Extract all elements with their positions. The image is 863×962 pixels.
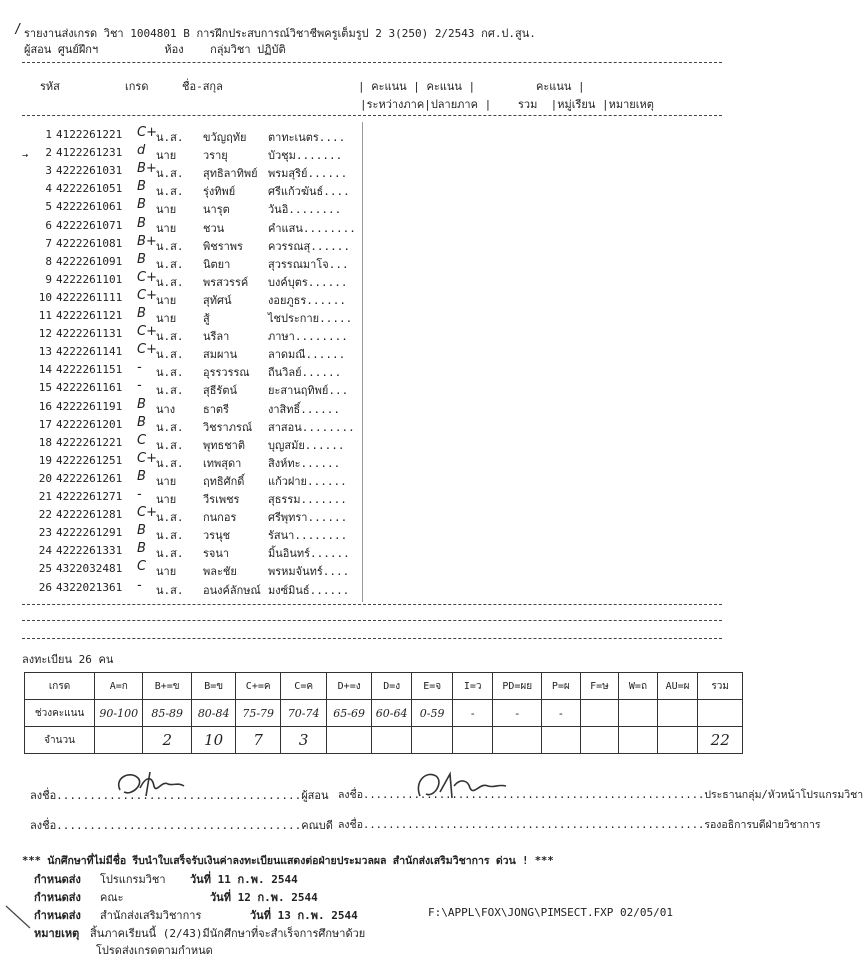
student-grade: C+ [137,125,157,140]
student-first-name: สุทธิลาทิพย์ [203,167,258,181]
student-first-name: พุทธชาติ [203,438,246,452]
student-prefix: น.ส. [156,275,184,289]
grade-count-cell [542,727,581,754]
student-first-name: พิชราพร [203,239,243,253]
student-prefix: น.ส. [156,511,184,525]
deadline-3-date: วันที่ 13 ก.พ. 2544 [250,909,358,922]
grade-header-cell: PD=ผย [493,673,542,700]
student-last-name: ภาษา........ [268,330,348,344]
student-grade: C+ [137,324,157,340]
grade-header-cell: เกรด [25,673,95,700]
student-last-name: ตาทะเนตร.... [268,131,346,144]
grade-range-cell: 75-79 [236,700,281,727]
student-last-name: พรมสุริย์...... [268,167,348,181]
student-id: 4222261121 [56,309,123,322]
student-first-name: รุ่งทิพย์ [203,185,236,199]
student-id: 4222261151 [56,363,123,377]
student-prefix: น.ส. [156,366,184,380]
student-last-name: สุธรรม....... [268,493,347,506]
student-number: 11 [38,309,52,322]
student-last-name: คำแสน........ [268,221,356,235]
student-first-name: รจนา [203,547,230,561]
grade-range-cell [619,700,658,727]
grade-count-cell [452,727,493,754]
student-grade: B [137,396,146,412]
grade-count-cell: 10 [191,727,235,754]
student-prefix: น.ส. [156,384,184,398]
student-id: 4122261221 [56,128,123,141]
student-prefix: นาย [156,203,177,217]
student-first-name: สมผาน [203,348,238,362]
student-id: 4222261061 [56,200,123,214]
deadline-3-label: กำหนดส่ง [34,909,81,922]
student-first-name: วรายุ [203,149,228,163]
student-grade: B [137,414,146,430]
student-number: 20 [38,471,52,485]
grade-range-cell: - [452,700,493,727]
student-number: 15 [38,381,52,395]
grade-header-cell: B+=ข [143,673,191,700]
grade-summary-table [24,672,743,754]
student-prefix: นาย [156,293,177,307]
grade-header-cell: E=จ [412,673,453,700]
student-prefix: นาย [156,221,177,235]
grade-header-cell: F=ษ [580,673,619,700]
signature-instructor: ลงชื่อ.....................................ผู้สอน [30,789,329,802]
grade-range-cell: 0-59 [412,700,453,727]
student-id: 4222261331 [56,544,123,558]
student-number: 4 [45,182,52,196]
student-number: 22 [38,508,52,522]
student-number: 13 [38,345,52,359]
grade-count-cell [371,727,412,754]
grade-header-cell: W=ถ [619,673,658,700]
student-number: 17 [38,417,52,431]
student-id: 4222261261 [56,471,123,485]
grade-count-cell [95,727,143,754]
student-grade: B [137,197,146,213]
student-number: 16 [38,399,52,413]
student-last-name: ลาดมณี...... [268,348,346,362]
student-grade: C+ [137,287,157,303]
grade-count-cell [412,727,453,754]
grade-header-cell: P=ผ [542,673,581,700]
col-id: รหัส [40,80,60,93]
student-id: 4322021361 [56,580,123,594]
col-total: คะแนน | [536,80,585,93]
student-last-name: วันอิ........ [268,203,342,217]
student-grade: B+ [137,161,157,177]
deadline-3-who: สำนักส่งเสริมวิชาการ [100,909,202,922]
student-first-name: นารุต [203,203,230,217]
student-id: 4222261091 [56,254,123,268]
student-prefix: น.ส. [156,348,184,362]
student-first-name: ชวน [203,221,225,235]
student-number: 10 [38,290,52,304]
student-id: 4122261231 [56,146,123,160]
student-first-name: กนกอร [203,511,237,525]
student-last-name: บุญสมัย...... [268,438,345,452]
student-prefix: น.ส. [156,167,184,181]
student-id: 4222261251 [56,453,123,467]
grade-range-cell: 65-69 [327,700,372,727]
student-prefix: นาย [156,493,177,506]
student-first-name: อุรรวรรณ [203,366,250,380]
student-last-name: สิงห์ทะ...... [268,456,341,470]
deadline-2-label: กำหนดส่ง [34,891,81,904]
student-first-name: สุธีรัตน์ [203,384,237,398]
student-number: 18 [38,435,52,449]
file-reference: F:\APPL\FOX\JONG\PIMSECT.FXP 02/05/01 [428,906,674,919]
student-id: 4222261161 [56,381,123,395]
handwritten-signature-2 [410,768,510,802]
deadline-1-date: วันที่ 11 ก.พ. 2544 [190,873,298,886]
student-last-name: สุวรรณมาโจ... [268,257,349,271]
student-grade: C+ [137,269,157,285]
grade-range-cell [657,700,698,727]
student-last-name: พรหมจันทร์.... [268,565,350,579]
student-last-name: มงซ์มินธ์...... [268,583,350,597]
student-first-name: พละชัย [203,565,237,579]
student-id: 4222261221 [56,435,123,449]
student-number: 25 [38,562,52,576]
student-prefix: นาย [156,565,177,579]
student-last-name: มิ้นอินทร์...... [268,547,350,561]
grade-count-cell [657,727,698,754]
grade-range-cell: 85-89 [143,700,191,727]
grade-range-cell: 60-64 [371,700,412,727]
student-number: 1 [45,128,52,141]
student-grade: C [137,559,147,575]
divider [22,620,722,621]
student-number: 9 [45,272,52,286]
grade-range-cell: - [542,700,581,727]
student-id: 4222261131 [56,327,123,341]
col-total2: รวม |หมู่เรียน |หมายเหตุ [518,98,654,111]
grade-header-cell: AU=ผ [657,673,698,700]
remark-label: หมายเหตุ [34,927,80,940]
student-id: 4222261191 [56,399,123,413]
student-grade: - [137,577,142,593]
registered-count: ลงทะเบียน 26 คน [22,653,114,666]
grade-count-cell: 3 [280,727,326,754]
student-grade: B [137,251,146,267]
grade-header-cell: D+=ง [327,673,372,700]
divider [22,115,722,116]
header-line1: รายงานส่งเกรด วิชา 1004801 B การฝึกประสบการณ์วิชาชีพครูเต็มรูป 2 3(250) 2/2543 กศ.ป.สูน. [24,27,536,40]
col-grade: เกรด [125,80,149,93]
remark-line1: สิ้นภาคเรียนนี้ (2/43)มีนักศึกษาที่จะสำเร็จการศึกษาด้วย [90,927,366,940]
grade-range-cell: - [493,700,542,727]
deadline-1-who: โปรแกรมวิชา [100,873,166,886]
grade-count-cell: 22 [698,727,743,754]
student-grade: B [137,541,146,557]
student-last-name: ไชประกาย..... [268,312,353,325]
student-grade: C+ [137,450,157,466]
student-prefix: น.ส. [156,131,184,144]
student-grade: B+ [137,233,157,249]
student-grade: d [137,143,146,159]
student-first-name: สู้ [203,312,210,325]
count-label-cell: จำนวน [25,727,95,754]
student-grade: B [137,306,146,321]
student-last-name: ถีนวิลย์...... [268,366,342,380]
student-last-name: สาสอน........ [268,420,355,434]
header-line2: ผู้สอน ศูนย์ฝึกฯ ห้อง กลุ่มวิชา ปฏิบัติ [24,43,286,56]
grade-count-cell [580,727,619,754]
student-prefix: น.ส. [156,438,184,452]
grade-range-cell: 90-100 [95,700,143,727]
student-id: 4222261281 [56,508,123,522]
student-id: 4222261031 [56,164,123,178]
grade-header-cell: D=ง [371,673,412,700]
student-number: 2 [45,146,52,160]
student-grade: B [137,179,146,195]
student-number: 8 [45,254,52,268]
slash-mark: / [14,22,22,37]
student-prefix: น.ส. [156,529,184,543]
student-first-name: วิชราภรณ์ [203,420,253,434]
student-last-name: ควรรณสุ...... [268,239,351,253]
student-id: 4222261291 [56,526,123,540]
remark-line2: โปรดส่งเกรดตามกำหนด [96,944,213,957]
row-mark-arrow: → [22,150,29,161]
grade-range-cell [580,700,619,727]
grade-count-cell: 7 [236,727,281,754]
student-last-name: ศรีแก้วฆันธ์.... [268,185,350,199]
student-number: 6 [45,218,52,232]
student-id: 4222261051 [56,182,123,196]
grade-range-cell [698,700,743,727]
student-first-name: ธาตรี [203,402,229,416]
student-prefix: น.ส. [156,420,184,434]
student-grade: - [137,378,142,394]
deadline-2-date: วันที่ 12 ก.พ. 2544 [210,891,318,904]
grade-header-cell: I=ว [452,673,493,700]
grade-count-cell: 2 [143,727,191,754]
handwritten-signature-1 [112,768,192,802]
signature-program-head: ลงชื่อ......................................................ประธานกลุ่ม/หัวหน้าโปรแกรมวิชา [338,789,863,801]
student-prefix: น.ส. [156,185,184,199]
col-midterm2: |ระหว่างภาค|ปลายภาค | [360,98,492,111]
student-first-name: เทพสุดา [203,456,242,470]
divider [22,638,722,639]
grade-header-cell: C=ค [280,673,326,700]
student-grade: - [137,360,142,376]
grade-range-row [25,700,743,727]
student-id: 4222261271 [56,490,123,503]
student-number: 24 [38,544,52,558]
student-last-name: บงค์บุตร...... [268,275,348,289]
student-number: 23 [38,526,52,540]
student-grade: B [137,523,146,539]
student-first-name: ขวัญฤทัย [203,131,247,144]
col-midterm: | คะแนน | คะแนน | [358,80,476,93]
grade-count-cell [327,727,372,754]
student-grade: C [137,432,147,448]
blank-score-area [362,122,635,602]
student-number: 7 [45,236,52,250]
student-first-name: อนงค์ลักษณ์ [203,583,261,597]
student-first-name: นิตยา [203,257,231,271]
student-first-name: นรีลา [203,330,230,344]
student-number: 3 [45,164,52,178]
student-first-name: ฤทธิศักดิ์ [203,474,245,488]
student-grade: C+ [137,342,157,358]
student-last-name: ยะสานฤทิพย์... [268,384,349,398]
student-last-name: แก้วฝาย...... [268,474,347,488]
student-last-name: รัสนา........ [268,529,348,543]
student-prefix: น.ส. [156,547,184,561]
student-first-name: พรสวรรค์ [203,275,249,289]
student-prefix: นาย [156,312,177,325]
student-number: 5 [45,200,52,214]
col-name: ชื่อ-สกุล [182,80,223,93]
grade-count-cell [493,727,542,754]
student-grade: B [137,468,146,484]
grade-header-cell: รวม [698,673,743,700]
notice-text: *** นักศึกษาที่ไม่มีชื่อ รีบนำใบเสร็จรับเงินค่าลงทะเบียนแสดงต่อฝ่ายประมวลผล สำนักส่งเสริมวิชาการ ด่วน ! *** [22,855,554,867]
grade-count-row [25,727,743,754]
grade-header-row [25,673,743,700]
student-prefix: น.ส. [156,456,184,470]
student-last-name: งอยภูธร...... [268,293,347,307]
student-prefix: น.ส. [156,330,184,344]
student-first-name: สุทัศน์ [203,293,232,307]
student-number: 19 [38,453,52,467]
student-first-name: วรนุช [203,529,231,543]
student-grade: B [137,215,146,231]
grade-header-cell: A=ก [95,673,143,700]
student-id: 4322032481 [56,562,123,576]
grade-count-cell [619,727,658,754]
student-grade: C+ [137,505,157,521]
student-number: 14 [38,363,52,377]
deadline-1-label: กำหนดส่ง [34,873,81,886]
student-id: 4222261201 [56,417,123,431]
student-number: 26 [38,580,52,594]
student-id: 4222261141 [56,345,123,359]
divider [22,62,722,63]
student-last-name: งาสิทธิ์...... [268,402,340,416]
deadline-2-who: คณะ [100,891,124,904]
divider [22,604,722,605]
student-grade: - [137,487,142,502]
student-last-name: บัวชุม....... [268,149,343,163]
student-last-name: ศรีพุทรา...... [268,511,348,525]
student-id: 4222261071 [56,218,123,232]
student-prefix: นาง [156,402,176,416]
student-number: 21 [38,490,52,503]
signature-dean: ลงชื่อ.....................................คณบดี [30,819,333,832]
student-number: 12 [38,327,52,341]
student-id: 4222261101 [56,272,123,286]
range-label-cell: ช่วงคะแนน [25,700,95,727]
student-prefix: นาย [156,474,177,488]
student-id: 4222261111 [56,290,123,304]
student-first-name: วีรเพชร [203,493,240,506]
student-prefix: นาย [156,149,177,163]
signature-vice-rector: ลงชื่อ......................................................รองอธิการบดีฝ่ายวิชาการ [338,819,821,831]
grade-range-cell: 80-84 [191,700,235,727]
margin-stroke [4,902,34,932]
grade-range-cell: 70-74 [280,700,326,727]
student-prefix: น.ส. [156,583,184,597]
student-id: 4222261081 [56,236,123,250]
grade-header-cell: B=ข [191,673,235,700]
student-prefix: น.ส. [156,239,184,253]
student-prefix: น.ส. [156,257,184,271]
grade-header-cell: C+=ค [236,673,281,700]
